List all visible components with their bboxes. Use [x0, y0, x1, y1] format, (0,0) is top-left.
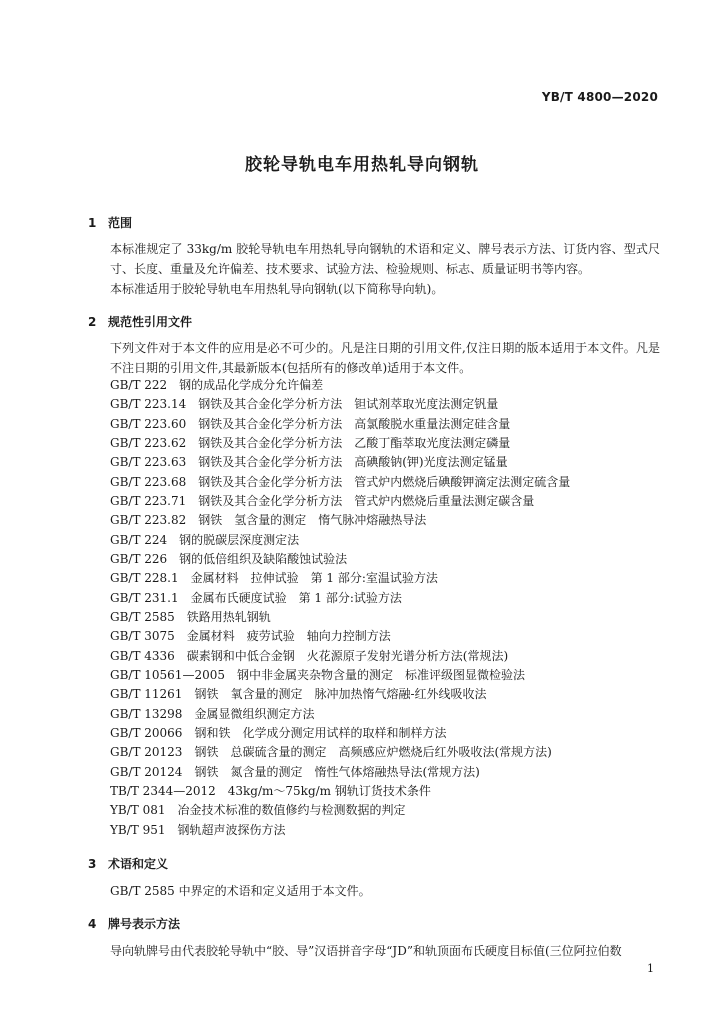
- reference-item: GB/T 223.68 钢铁及其合金化学分析方法 管式炉内燃烧后碘酸钾滴定法测定硫含量: [110, 474, 571, 489]
- section-title: 规范性引用文件: [108, 315, 193, 329]
- reference-item: GB/T 223.71 钢铁及其合金化学分析方法 管式炉内燃烧后重量法测定碳含量: [110, 493, 535, 508]
- paragraph-text: 本标准适用于胶轮导轨电车用热轧导向钢轨(以下简称导向轨)。: [110, 282, 444, 296]
- section-number: 4: [88, 917, 97, 931]
- reference-item: GB/T 223.60 钢铁及其合金化学分析方法 高氯酸脱水重量法测定硅含量: [110, 416, 511, 431]
- section-4-heading: [88, 915, 180, 932]
- reference-item: GB/T 4336 碳素钢和中低合金钢 火花源原子发射光谱分析方法(常规法): [110, 648, 509, 663]
- reference-item: GB/T 13298 金属显微组织测定方法: [110, 706, 315, 721]
- section-1-paragraph-1: [88, 240, 660, 279]
- reference-item: GB/T 2585 铁路用热轧钢轨: [110, 609, 271, 624]
- reference-item: GB/T 224 钢的脱碳层深度测定法: [110, 532, 300, 547]
- section-title: 范围: [108, 216, 133, 230]
- section-1-paragraph-2: [88, 280, 660, 300]
- reference-item: GB/T 223.62 钢铁及其合金化学分析方法 乙酸丁酯萃取光度法测定磷量: [110, 435, 511, 450]
- paragraph-text: 下列文件对于本文件的应用是必不可少的。凡是注日期的引用文件,仅注日期的版本适用于本文件。凡是不注日期的引用文件,其最新版本(包括所有的修改单)适用于本文件。: [110, 341, 660, 375]
- section-3-paragraph-1: [88, 882, 660, 902]
- reference-item: GB/T 20123 钢铁 总碳硫含量的测定 高频感应炉燃烧后红外吸收法(常规方法): [110, 745, 552, 760]
- page-number: 1: [647, 962, 654, 975]
- reference-item: TB/T 2344—2012 43kg/m～75kg/m 钢轨订货技术条件: [110, 783, 431, 798]
- reference-item: GB/T 11261 钢铁 氧含量的测定 脉冲加热惰气熔融-红外线吸收法: [110, 687, 487, 702]
- reference-item: GB/T 228.1 金属材料 拉伸试验 第 1 部分:室温试验方法: [110, 571, 438, 586]
- reference-item: GB/T 223.63 钢铁及其合金化学分析方法 高碘酸钠(钾)光度法测定锰量: [110, 455, 508, 470]
- paragraph-text: 本标准规定了 33kg/m 胶轮导轨电车用热轧导向钢轨的术语和定义、牌号表示方法、订货内容、型式尺寸、长度、重量及允许偏差、技术要求、试验方法、检验规则、标志、质量证明书等内容。: [110, 242, 660, 276]
- section-3-heading: [88, 855, 168, 872]
- section-number: 1: [88, 216, 97, 230]
- section-title: 牌号表示方法: [108, 917, 181, 931]
- reference-item: GB/T 3075 金属材料 疲劳试验 轴向力控制方法: [110, 629, 391, 644]
- paragraph-text: 导向轨牌号由代表胶轮导轨中“胶、导”汉语拼音字母“JD”和轨顶面布氏硬度目标值(三位阿拉伯数: [110, 944, 622, 958]
- reference-item: GB/T 226 钢的低倍组织及缺陷酸蚀试验法: [110, 551, 348, 566]
- section-4-paragraph-1: [88, 942, 660, 962]
- reference-item: YB/T 951 钢轨超声波探伤方法: [110, 822, 286, 837]
- reference-item: GB/T 222 钢的成品化学成分允许偏差: [110, 378, 324, 392]
- reference-item: GB/T 20066 钢和铁 化学成分测定用试样的取样和制样方法: [110, 725, 447, 740]
- reference-item: GB/T 10561—2005 钢中非金属夹杂物含量的测定 标准评级图显微检验法: [110, 667, 525, 682]
- section-2-heading: [88, 313, 192, 330]
- reference-item: GB/T 231.1 金属布氏硬度试验 第 1 部分:试验方法: [110, 590, 402, 605]
- standard-number: YB/T 4800—2020: [541, 90, 658, 104]
- reference-item: GB/T 223.82 钢铁 氢含量的测定 惰气脉冲熔融热导法: [110, 513, 427, 528]
- section-number: 3: [88, 857, 97, 871]
- section-title: 术语和定义: [108, 857, 169, 871]
- reference-item: GB/T 20124 钢铁 氮含量的测定 惰性气体熔融热导法(常规方法): [110, 764, 480, 779]
- section-number: 2: [88, 315, 97, 329]
- paragraph-text: GB/T 2585 中界定的术语和定义适用于本文件。: [110, 884, 371, 898]
- section-1-heading: [88, 214, 132, 231]
- reference-item: YB/T 081 冶金技术标准的数值修约与检测数据的判定: [110, 803, 406, 818]
- normative-references-list: [110, 376, 570, 840]
- reference-item: GB/T 223.14 钢铁及其合金化学分析方法 钽试剂萃取光度法测定钒量: [110, 397, 499, 412]
- document-title: 胶轮导轨电车用热轧导向钢轨: [245, 155, 479, 175]
- section-2-intro: [88, 339, 660, 378]
